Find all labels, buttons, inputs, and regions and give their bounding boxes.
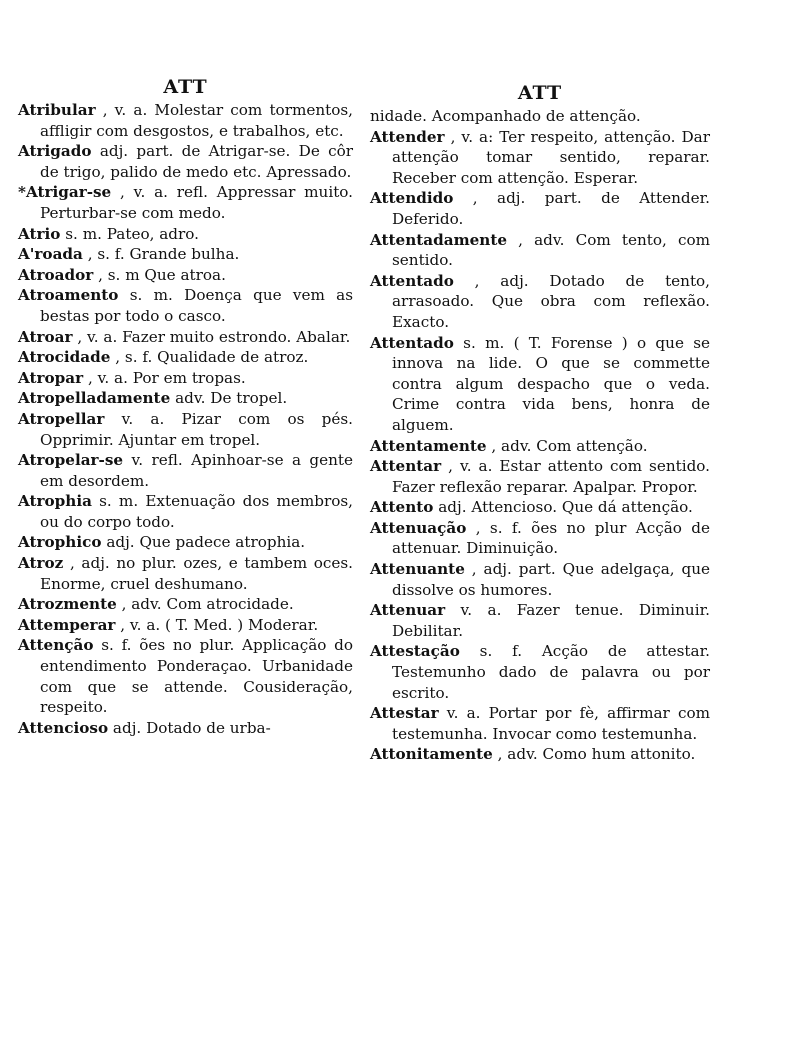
entry-headword: Attenuar xyxy=(370,601,446,620)
entry-headword: Atrio xyxy=(18,224,61,243)
entry-definition: adv. De tropel. xyxy=(175,389,288,408)
entry-headword: Atroador xyxy=(18,265,94,284)
entry-definition: adj. Attencioso. Que dá attenção. xyxy=(438,498,693,517)
entry-headword: Atropelar-se xyxy=(18,451,124,470)
entry-headword: Attender xyxy=(370,127,445,146)
entry-definition: adj. Dotado de urba- xyxy=(112,718,271,737)
entry-definition: s. m. ( T. Forense ) o que se innova na lide. O que se commette contra algum despacho que o veda. Crime contra vida bens, honra de alguem. xyxy=(392,333,711,434)
entry-headword: Atrophico xyxy=(18,533,102,552)
dictionary-entry xyxy=(370,271,710,333)
entry-definition: , adv. Como hum attonito. xyxy=(497,745,696,764)
entry-headword: Atroz xyxy=(18,554,64,573)
entry-headword: Atrophia xyxy=(18,492,92,511)
dictionary-entry xyxy=(18,100,353,141)
entry-headword: Atrocidade xyxy=(18,348,111,367)
dictionary-entry xyxy=(18,141,353,182)
dictionary-entry xyxy=(18,635,353,717)
entry-definition: , s. f. ões no plur Acção de attenuar. Diminuição. xyxy=(392,518,711,558)
entry-headword: Attenuação xyxy=(370,518,467,537)
entry-definition: , adj. Dotado de tento, arrasoado. Que obra com reflexão. Exacto. xyxy=(392,271,711,331)
dictionary-entry xyxy=(18,368,353,389)
dictionary-entry xyxy=(18,553,353,594)
entry-definition: , v. a. Fazer muito estrondo. Abalar. xyxy=(77,327,351,346)
right-column xyxy=(370,82,710,765)
entry-definition: , v. a. ( T. Med. ) Moderar. xyxy=(120,615,319,634)
dictionary-entry xyxy=(370,703,710,744)
entry-definition: v. a. Fazer tenue. Diminuir. Debilitar. xyxy=(392,601,710,640)
dictionary-entry xyxy=(18,491,353,532)
entry-headword: *Atrigar-se xyxy=(18,183,112,202)
entry-definition: v. a. Pizar com os pés. Opprimir. Ajuntar em tropel. xyxy=(40,409,353,449)
entry-headword: Attento xyxy=(370,498,434,517)
entry-definition: v. refl. Apinhoar-se a gente em desordem. xyxy=(40,451,353,490)
entry-headword: Attencioso xyxy=(18,718,109,737)
dictionary-entry xyxy=(370,127,710,189)
entry-headword: Atroamento xyxy=(18,286,119,305)
entry-headword: Attentamente xyxy=(370,436,487,455)
dictionary-entry xyxy=(370,600,710,641)
entry-headword: Attestação xyxy=(370,642,460,661)
dictionary-entry xyxy=(18,347,353,368)
entry-headword: Atrozmente xyxy=(18,595,117,614)
entry-definition: adj. Que padece atrophia. xyxy=(106,533,306,552)
entry-headword: Attenuante xyxy=(370,560,465,579)
entry-definition: , adv. Com atrocidade. xyxy=(121,595,294,614)
entry-definition: , adv. Com attenção. xyxy=(491,436,648,455)
entry-headword: Attendido xyxy=(370,189,454,208)
dictionary-entry xyxy=(18,615,353,636)
dictionary-entry xyxy=(18,285,353,326)
entry-headword: Attentadamente xyxy=(370,230,508,249)
right-column-heading: ATT xyxy=(517,82,563,104)
entry-headword: Attemperar xyxy=(18,615,116,634)
dictionary-entry xyxy=(370,230,710,271)
dictionary-entry xyxy=(18,594,353,615)
entry-headword: Attestar xyxy=(370,704,439,723)
dictionary-entry xyxy=(370,641,710,703)
entry-definition: s. m. Doença que vem as bestas por todo o casco. xyxy=(40,286,354,325)
dictionary-entry xyxy=(370,559,710,600)
entry-definition: s. m. Extenuação dos membros, ou do corpo todo. xyxy=(40,492,353,531)
right-entry-list xyxy=(370,106,710,765)
entry-definition: s. f. Acção de attestar. Testemunho dado de palavra ou por escrito. xyxy=(392,642,710,702)
entry-definition: , adj. part. de Attender. Deferido. xyxy=(392,189,711,228)
entry-headword: Atroar xyxy=(18,327,73,346)
entry-headword: Attentado xyxy=(370,333,454,352)
entry-definition: v. a. Portar por fè, affirmar com testemunha. Invocar como testemunha. xyxy=(392,704,711,743)
dictionary-entry xyxy=(370,518,710,559)
entry-definition: , v. a. Por em tropas. xyxy=(87,368,246,387)
dictionary-entry xyxy=(18,388,353,409)
entry-definition: nidade. Acompanhado de attenção. xyxy=(370,107,641,125)
left-column-heading: ATT xyxy=(163,76,208,98)
entry-headword: Atribular xyxy=(18,101,96,119)
left-entry-list xyxy=(18,100,353,738)
entry-definition: , v. a: Ter respeito, attenção. Dar attenção tomar sentido, reparar. Receber com attenção. Esperar. xyxy=(392,127,710,187)
entry-definition: , adj. part. Que adelgaça, que dissolve os humores. xyxy=(392,560,710,599)
entry-definition: s. m. Pateo, adro. xyxy=(65,224,199,243)
entry-headword: Atropellar xyxy=(18,409,105,428)
entry-definition: , v. a. refl. Appressar muito. Perturbar-se com medo. xyxy=(40,183,353,222)
dictionary-entry xyxy=(18,244,353,265)
entry-definition: , adj. no plur. ozes, e tambem oces. Enorme, cruel deshumano. xyxy=(40,554,354,593)
dictionary-entry xyxy=(18,327,353,348)
entry-headword: A'roada xyxy=(18,245,83,264)
dictionary-entry xyxy=(370,497,710,518)
entry-headword: Attentar xyxy=(370,457,442,476)
entry-headword: Atropar xyxy=(18,368,84,387)
entry-definition: adj. part. de Atrigar-se. De côr de trigo, palido de medo etc. Apressado. xyxy=(40,142,354,181)
dictionary-entry xyxy=(18,224,353,245)
dictionary-entry xyxy=(370,456,710,497)
entry-definition: , s. f. Grande bulha. xyxy=(87,245,240,264)
left-column xyxy=(18,76,353,738)
entry-headword: Atrigado xyxy=(18,142,92,161)
entry-definition: , v. a. Molestar com tormentos, affligir com desgostos, e trabalhos, etc. xyxy=(40,101,353,140)
dictionary-entry xyxy=(18,718,353,739)
dictionary-entry xyxy=(370,106,710,127)
dictionary-entry xyxy=(370,436,710,457)
dictionary-entry xyxy=(18,532,353,553)
entry-definition: , adv. Com tento, com sentido. xyxy=(392,230,711,270)
entry-definition: , v. a. Estar attento com sentido. Fazer reflexão reparar. Apalpar. Propor. xyxy=(392,457,710,496)
dictionary-entry xyxy=(18,450,353,491)
entry-headword: Atropelladamente xyxy=(18,389,171,408)
entry-headword: Attentado xyxy=(370,271,454,290)
dictionary-entry xyxy=(370,744,710,765)
entry-definition: , s. m Que atroa. xyxy=(98,265,226,284)
dictionary-entry xyxy=(18,182,353,223)
entry-definition: , s. f. Qualidade de atroz. xyxy=(115,348,309,367)
entry-definition: s. f. ões no plur. Applicação do entendimento Ponderaçao. Urbanidade com que se attende. Cousideração, respeito. xyxy=(40,636,353,717)
entry-headword: Attenção xyxy=(18,636,94,655)
entry-headword: Attonitamente xyxy=(370,745,493,764)
dictionary-entry xyxy=(370,333,710,436)
dictionary-entry xyxy=(18,265,353,286)
dictionary-entry xyxy=(18,409,353,450)
dictionary-entry xyxy=(370,188,710,229)
